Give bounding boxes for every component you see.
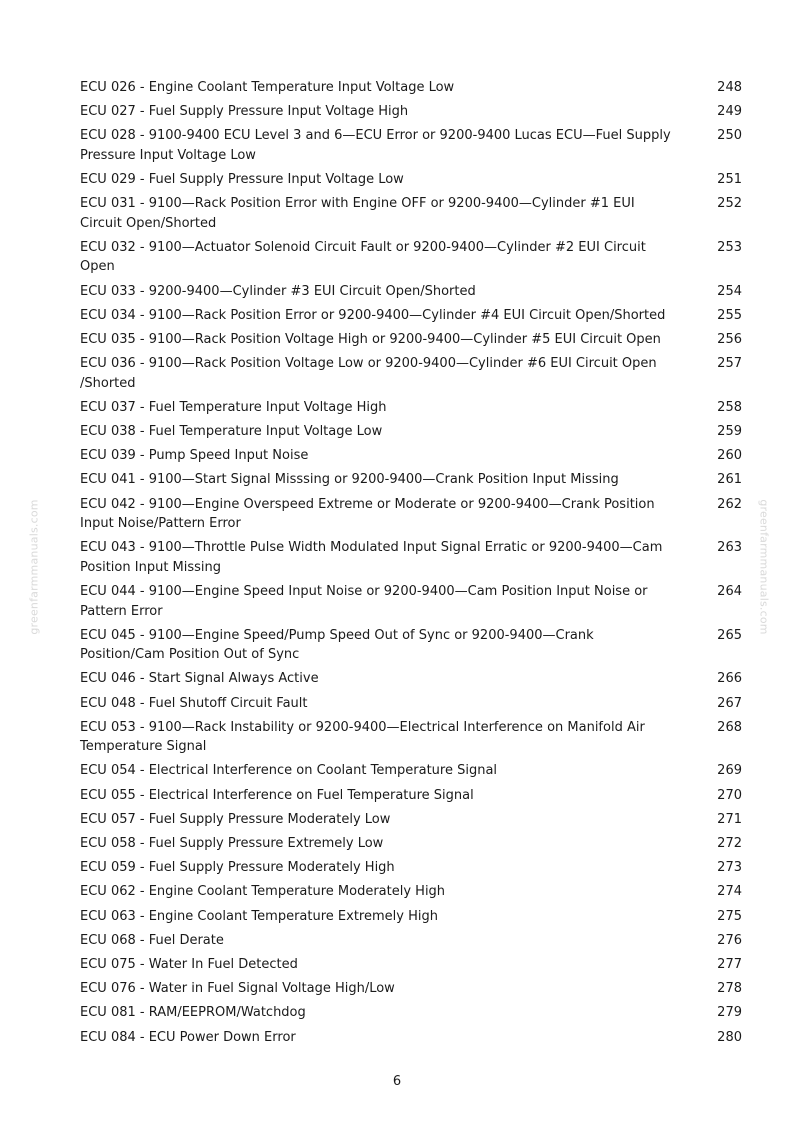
toc-entry-page: 276 (717, 932, 742, 948)
toc-entry-page: 255 (717, 307, 742, 323)
toc-entry-title: ECU 059 - Fuel Supply Pressure Moderately High (80, 860, 395, 876)
toc-entry-title: ECU 034 - 9100—Rack Position Error or 9200-9400—Cylinder #4 EUI Circuit Open/Shorted (80, 307, 666, 323)
toc-entry[interactable] (80, 626, 742, 665)
toc-entry[interactable] (80, 238, 742, 277)
toc-entry-page: 267 (717, 695, 742, 711)
toc-entry[interactable] (80, 786, 742, 806)
toc-entry[interactable] (80, 810, 742, 830)
toc-entry-title: ECU 037 - Fuel Temperature Input Voltage High (80, 399, 387, 415)
toc-entry[interactable] (80, 422, 742, 442)
toc-entry[interactable] (80, 470, 742, 490)
toc-entry-title: ECU 054 - Electrical Interference on Coolant Temperature Signal (80, 763, 498, 779)
toc-entry-page: 280 (717, 1029, 742, 1045)
toc-entry[interactable] (80, 834, 742, 854)
toc-entry[interactable] (80, 858, 742, 878)
toc-entry-title: ECU 044 - 9100—Engine Speed Input Noise or 9200-9400—Cam Position Input Noise or Pattern Error (80, 584, 648, 619)
toc-entry-page: 273 (717, 860, 742, 876)
toc-entry-page: 259 (717, 424, 742, 440)
toc-entry-page: 262 (717, 496, 742, 512)
toc-entry-title: ECU 042 - 9100—Engine Overspeed Extreme or Moderate or 9200-9400—Crank Position Input Noise/Pattern Error (80, 496, 655, 532)
toc-entry-page: 264 (717, 584, 742, 599)
toc-entry-page: 270 (717, 787, 742, 803)
toc-entry-page: 277 (717, 956, 742, 972)
toc-entry-page: 248 (717, 80, 742, 95)
toc-entry[interactable] (80, 446, 742, 466)
toc-entry[interactable] (80, 955, 742, 975)
toc-entry-title: ECU 032 - 9100—Actuator Solenoid Circuit Fault or 9200-9400—Cylinder #2 EUI Circuit Open (80, 239, 646, 275)
toc-entry[interactable] (80, 170, 742, 190)
toc-entry[interactable] (80, 931, 742, 951)
toc-entry-title: ECU 046 - Start Signal Always Active (80, 671, 319, 687)
toc-entry-page: 260 (717, 448, 742, 464)
toc-entry-page: 250 (717, 128, 742, 144)
toc-entry-title: ECU 053 - 9100—Rack Instability or 9200-9400—Electrical Interference on Manifold Air Temperature Signal (80, 719, 645, 755)
toc-entry-title: ECU 039 - Pump Speed Input Noise (80, 448, 309, 464)
toc-entry-page: 252 (717, 196, 742, 212)
toc-entry-title: ECU 055 - Electrical Interference on Fuel Temperature Signal (80, 787, 474, 803)
toc-entry-title: ECU 043 - 9100—Throttle Pulse Width Modulated Input Signal Erratic or 9200-9400—Cam Position Input Missing (80, 540, 663, 575)
toc-entry-page: 265 (717, 627, 742, 643)
toc-entry-page: 266 (717, 671, 742, 687)
toc-entry-title: ECU 033 - 9200-9400—Cylinder #3 EUI Circuit Open/Shorted (80, 283, 476, 299)
toc-entry[interactable] (80, 907, 742, 927)
toc-entry[interactable] (80, 495, 742, 534)
toc-entry-page: 279 (717, 1005, 742, 1021)
toc-entry-page: 278 (717, 981, 742, 997)
toc-entry[interactable] (80, 882, 742, 902)
toc-entry-page: 275 (717, 908, 742, 924)
toc-entry[interactable] (80, 398, 742, 418)
toc-entry-page: 263 (717, 540, 742, 556)
toc-entry-title: ECU 084 - ECU Power Down Error (80, 1029, 296, 1045)
toc-entry-page: 268 (717, 719, 742, 735)
toc-entry-title: ECU 058 - Fuel Supply Pressure Extremely Low (80, 836, 384, 851)
toc-entry[interactable] (80, 282, 742, 302)
toc-entry-page: 256 (717, 332, 742, 347)
toc-entry[interactable] (80, 582, 742, 621)
toc-entry-title: ECU 026 - Engine Coolant Temperature Input Voltage Low (80, 80, 455, 95)
toc-entry[interactable] (80, 330, 742, 350)
toc-entry[interactable] (80, 694, 742, 714)
toc-entry-title: ECU 062 - Engine Coolant Temperature Moderately High (80, 884, 446, 900)
toc-entry-page: 261 (717, 472, 742, 488)
toc-entry[interactable] (80, 538, 742, 577)
toc-entry[interactable] (80, 669, 742, 689)
toc-entry-title: ECU 057 - Fuel Supply Pressure Moderately Low (80, 811, 391, 827)
toc-entry-title: ECU 048 - Fuel Shutoff Circuit Fault (80, 695, 308, 711)
toc-entry-title: ECU 068 - Fuel Derate (80, 932, 224, 948)
toc-entry-title: ECU 076 - Water in Fuel Signal Voltage High/Low (80, 981, 395, 997)
toc-entry-title: ECU 027 - Fuel Supply Pressure Input Voltage High (80, 104, 409, 120)
toc-entry-title: ECU 081 - RAM/EEPROM/Watchdog (80, 1005, 306, 1021)
toc-entry[interactable] (80, 194, 742, 233)
toc-entry[interactable] (80, 354, 742, 393)
toc-entry-title: ECU 028 - 9100-9400 ECU Level 3 and 6—ECU Error or 9200-9400 Lucas ECU—Fuel Supply Pressure Input Voltage Low (80, 128, 671, 163)
toc-entry-page: 254 (717, 283, 742, 299)
toc-entry-title: ECU 036 - 9100—Rack Position Voltage Low or 9200-9400—Cylinder #6 EUI Circuit Open /Shorted (80, 356, 657, 391)
toc-entry-page: 269 (717, 763, 742, 779)
toc-entry-page: 274 (717, 884, 742, 900)
toc-entry-title: ECU 031 - 9100—Rack Position Error with Engine OFF or 9200-9400—Cylinder #1 EUI Circuit Open/Shorted (80, 196, 635, 231)
toc-entry[interactable] (80, 979, 742, 999)
toc-entry-page: 249 (717, 104, 742, 120)
page-number: 6 (392, 1074, 402, 1089)
toc-entry-page: 272 (717, 836, 742, 851)
toc-entry[interactable] (80, 718, 742, 757)
toc-entry[interactable] (80, 78, 742, 98)
toc-entry-title: ECU 075 - Water In Fuel Detected (80, 956, 298, 972)
toc-entry-page: 258 (717, 399, 742, 415)
toc-entry-title: ECU 035 - 9100—Rack Position Voltage High or 9200-9400—Cylinder #5 EUI Circuit Open (80, 332, 661, 347)
table-of-contents (80, 78, 742, 1052)
toc-entry-title: ECU 063 - Engine Coolant Temperature Extremely High (80, 908, 438, 924)
toc-entry[interactable] (80, 102, 742, 122)
watermark-right: greenfarmmanuals.com (757, 499, 771, 635)
toc-entry[interactable] (80, 761, 742, 781)
toc-entry-title: ECU 029 - Fuel Supply Pressure Input Voltage Low (80, 172, 404, 188)
toc-entry-title: ECU 038 - Fuel Temperature Input Voltage Low (80, 424, 383, 440)
toc-entry-title: ECU 045 - 9100—Engine Speed/Pump Speed Out of Sync or 9200-9400—Crank Position/Cam Position Out of Sync (80, 627, 594, 663)
toc-entry[interactable] (80, 126, 742, 165)
toc-entry-page: 257 (717, 356, 742, 372)
toc-entry[interactable] (80, 306, 742, 326)
toc-entry-page: 251 (717, 172, 742, 188)
toc-entry-page: 253 (717, 239, 742, 255)
toc-entry-page: 271 (717, 811, 742, 827)
toc-entry-title: ECU 041 - 9100—Start Signal Misssing or 9200-9400—Crank Position Input Missing (80, 472, 619, 488)
watermark-left: greenfarmmanuals.com (27, 499, 41, 635)
toc-entry[interactable] (80, 1003, 742, 1023)
toc-entry[interactable] (80, 1028, 742, 1048)
